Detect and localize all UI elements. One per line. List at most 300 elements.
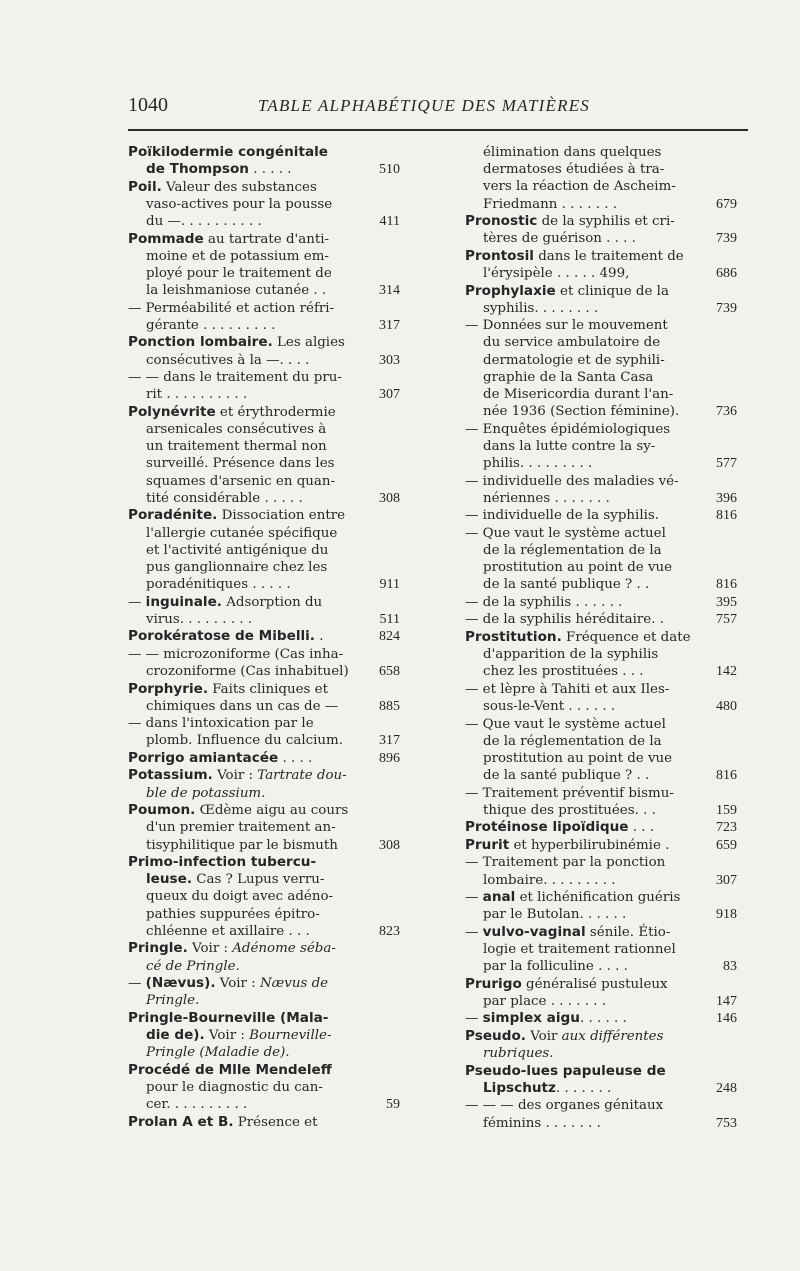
entry-line [465,785,701,802]
entry-text: — — dans le traitement du pru- [128,370,342,386]
entry-line [128,1096,364,1113]
entry-line [465,646,701,663]
entry-keyword: Procédé de Mlle Mendeleff [128,1061,332,1078]
entry-reference: rubriques. [483,1046,554,1062]
running-title: TABLE ALPHABÉTIQUE DES MATIÈRES [258,96,590,115]
page-reference: 918 [716,907,737,923]
entry-line [128,542,364,559]
entry-text: — individuelle de la syphilis. [465,508,660,524]
page-reference: 303 [379,352,400,368]
entry-text: — et lèpre à Tahiti et aux Iles- [465,681,670,697]
entry-keyword: Primo-infection tubercu- [128,854,317,871]
index-entry [128,144,400,178]
entry-text: d'un premier traitement an- [146,820,336,836]
page-reference: 686 [716,266,737,282]
entry-reference: Nævus de [259,976,329,992]
entry-line [128,819,364,836]
entry-text: — Perméabilité et action réfri- [128,300,335,316]
entry-keyword: Lipschutz [483,1079,556,1096]
index-entry [128,300,400,334]
page-reference: 823 [379,923,400,939]
entry-text: rit . . . . . . . . . . [146,387,248,403]
entry-line [128,282,364,299]
entry-text: Fréquence et date [561,629,691,645]
entry-text: Faits cliniques et [208,681,328,697]
entry-line [465,681,701,698]
entry-reference: cé de Pringle. [146,958,240,974]
entry-text: Valeur des substances [161,179,317,195]
entry-text: — dans l'intoxication par le [128,716,314,732]
page-reference: 248 [716,1080,737,1096]
index-entry [128,231,400,300]
entry-text: de la santé publique ? . . [483,577,650,593]
index-entry [465,525,737,594]
entry-text: sénile. Étio- [585,924,671,940]
entry-line [128,576,364,593]
entry-line [128,300,364,317]
entry-text: Voir : [212,768,258,784]
entry-line [465,716,701,733]
index-entry [465,889,737,923]
entry-keyword: Prurigo [465,975,522,992]
page-reference: 659 [716,837,737,853]
entry-text: cer. . . . . . . . . . [146,1097,248,1113]
entry-text: la leishmaniose cutanée . . [146,283,327,299]
entry-line [128,438,364,455]
entry-keyword: Pseudo-lues papuleuse de [465,1062,666,1079]
entry-text: dans la lutte contre la sy- [483,438,656,454]
index-entry [465,716,737,785]
index-entry [465,976,737,1010]
entry-line [465,403,701,420]
entry-line [465,976,701,993]
entry-line [128,179,364,196]
page-reference: 816 [716,577,737,593]
entry-keyword: Protéinose lipoïdique [465,819,629,836]
entry-text: Friedmann . . . . . . . [483,196,617,212]
entry-line [465,889,701,906]
entry-text: — [128,594,146,610]
page-reference: 308 [379,490,400,506]
index-entry [128,854,400,940]
page-reference: 317 [379,317,400,333]
entry-line [128,248,364,265]
entry-text: Voir [525,1028,562,1044]
entry-line [465,421,701,438]
page-reference: 757 [716,612,737,628]
entry-line [128,802,364,819]
index-entry [128,404,400,507]
page-reference: 411 [379,214,400,230]
entry-reference: Pringle (Maladie de). [146,1045,290,1061]
entry-text: . [314,629,324,645]
entry-text: et hyperbilirubinémie . [509,837,670,853]
index-entry [128,179,400,231]
page-reference: 395 [716,594,737,610]
index-entry [128,594,400,628]
entry-line [465,334,701,351]
entry-text: et érythrodermie [215,404,336,420]
entry-line [465,906,701,923]
page-reference: 511 [379,611,400,627]
entry-text: l'érysipèle . . . . . 499, [483,266,630,282]
entry-keyword: anal [482,889,516,906]
entry-text: — [465,1011,483,1027]
entry-line [128,940,364,957]
entry-text: tité considérable . . . . . [146,490,303,506]
entry-line [128,1027,364,1044]
entry-line [465,837,701,854]
index-entry [465,594,737,611]
entry-line [128,611,364,628]
entry-keyword: Pommade [128,230,204,247]
entry-text: poradénitiques . . . . . [146,577,291,593]
page-reference: 146 [716,1011,737,1027]
index-entry [465,144,737,213]
entry-text: de la réglementation de la [483,543,662,559]
entry-line [128,369,364,386]
entry-text: . . . . . . . [555,1080,612,1096]
entry-keyword: Porokératose de Mibelli. [128,628,315,645]
entry-text: chléenne et axillaire . . . [146,923,310,939]
index-column-right [465,144,737,1132]
page-header [128,94,748,118]
entry-line [465,300,701,317]
entry-line [465,438,701,455]
entry-text: pour le diagnostic du can- [146,1079,323,1095]
entry-text: d'apparition de la syphilis [483,647,659,663]
entry-text: de la santé publique ? . . [483,768,650,784]
entry-line [128,958,364,975]
index-entry [128,646,400,680]
entry-text: vaso-actives pour la pousse [146,196,333,212]
page-reference: 142 [716,664,737,680]
entry-line [465,611,701,628]
entry-text: dermatologie et de syphili- [483,352,665,368]
page-reference: 739 [716,231,737,247]
entry-line [128,698,364,715]
index-entry [128,1010,400,1062]
index-entry [128,681,400,715]
entry-line [465,283,701,300]
page-reference: 739 [716,300,737,316]
entry-text: — Que vaut le système actuel [465,525,666,541]
entry-line [128,352,364,369]
entry-line [465,767,701,784]
entry-text: Dissociation entre [217,508,346,524]
entry-keyword: Poil. [128,178,162,195]
entry-line [465,455,701,472]
entry-keyword: Ponction lombaire. [128,334,273,351]
entry-text: . . . [628,820,655,836]
entry-text: virus. . . . . . . . . [146,611,253,627]
entry-keyword: Prurit [465,836,510,853]
page-reference: 314 [379,283,400,299]
page-reference: 307 [716,872,737,888]
index-entry [465,785,737,819]
entry-text: du —. . . . . . . . . . [146,214,262,230]
entry-line [128,1010,364,1027]
page-reference: 577 [716,456,737,472]
entry-line [465,819,701,836]
entry-line [465,490,701,507]
entry-line [465,1010,701,1027]
entry-keyword: (Nævus). [145,975,216,992]
entry-line [465,1063,701,1080]
entry-text: au tartrate d'anti- [203,231,330,247]
entry-text: consécutives à la —. . . . [146,352,310,368]
entry-text: tisyphilitique par le bismuth [146,837,338,853]
entry-keyword: Porphyrie. [128,680,209,697]
index-entry [465,507,737,524]
index-entry [465,213,737,247]
entry-line [465,265,701,282]
entry-line [465,386,701,403]
entry-keyword: de Thompson [146,161,249,178]
entry-line [465,178,701,195]
entry-line [128,715,364,732]
entry-line [128,490,364,507]
entry-line [465,594,701,611]
entry-reference: Adénome séba- [232,941,336,957]
entry-text: Les algies [272,335,345,351]
index-entry [128,334,400,368]
entry-text: — Données sur le mouvement [465,318,668,334]
entry-line [465,230,701,247]
page-reference: 816 [716,768,737,784]
entry-line [128,663,364,680]
entry-line [128,767,364,784]
entry-text: — individuelle des maladies vé- [465,473,679,489]
entry-line [128,975,364,992]
entry-line [128,231,364,248]
entry-text: pus ganglionnaire chez les [146,559,328,575]
entry-line [465,924,701,941]
page-reference: 159 [716,802,737,818]
entry-reference: Tartrate dou- [257,768,347,784]
entry-text: — Enquêtes épidémiologiques [465,421,671,437]
page-reference: 658 [379,664,400,680]
index-entry [465,421,737,473]
page-reference: 723 [716,820,737,836]
entry-line [128,334,364,351]
entry-text: gérante . . . . . . . . . [146,317,276,333]
entry-text: chimiques dans un cas de — [146,698,339,714]
entry-keyword: Porrigo amiantacée [128,749,279,766]
entry-line [128,750,364,767]
page-number: 1040 [128,94,168,116]
entry-line [465,1080,701,1097]
index-entry [128,975,400,1009]
entry-keyword: vulvo-vaginal [482,923,586,940]
entry-line [128,421,364,438]
entry-text: née 1936 (Section féminine). [483,404,680,420]
entry-keyword: inguinale. [145,593,222,610]
entry-keyword: Prostitution. [465,628,562,645]
entry-line [465,144,701,161]
page-reference: 83 [723,959,737,975]
entry-line [465,1097,701,1114]
entry-text: du service ambulatoire de [483,335,661,351]
entry-line [465,629,701,646]
entry-text: squames d'arsenic en quan- [146,473,336,489]
entry-text: — Traitement préventif bismu- [465,785,674,801]
entry-text: et lichénification guéris [515,890,681,906]
index-entry [465,317,737,420]
entry-text: de Misericordia durant l'an- [483,387,674,403]
entry-text: lombaire. . . . . . . . . [483,872,616,888]
entry-reference: aux différentes [561,1028,664,1044]
entry-text: Œdème aigu au cours [195,803,349,819]
index-entry [465,1097,737,1131]
entry-text: queux du doigt avec adéno- [146,889,334,905]
header-rule [128,129,748,131]
entry-line [128,507,364,524]
entry-text: Voir : [187,941,233,957]
index-entry [465,924,737,976]
entry-text: syphilis. . . . . . . . [483,300,599,316]
index-entry [465,1028,737,1062]
entry-line [128,559,364,576]
index-entry [128,767,400,801]
entry-text: — — — des organes génitaux [465,1098,664,1114]
entry-text: de la syphilis et cri- [537,214,675,230]
index-entry [465,819,737,836]
entry-text: . . . . . [248,162,292,178]
entry-text: élimination dans quelques [483,145,662,160]
entry-line [128,1114,364,1131]
page-reference: 896 [379,750,400,766]
entry-text: . . . . [278,750,313,766]
entry-line [465,1115,701,1132]
entry-line [465,525,701,542]
entry-keyword: Poradénite. [128,507,218,524]
entry-text: — Que vaut le système actuel [465,716,666,732]
entry-text: par place . . . . . . . [483,993,607,1009]
entry-reference: Bourneville- [249,1028,332,1043]
entry-text: dermatoses étudiées à tra- [483,162,665,178]
index-entry [465,854,737,888]
entry-line [465,1028,701,1045]
page-reference: 885 [379,698,400,714]
entry-text: logie et traitement rationnel [483,941,676,957]
entry-keyword: die de). [146,1027,205,1043]
entry-text: féminins . . . . . . . [483,1115,601,1131]
index-entry [465,473,737,507]
page-reference: 679 [716,196,737,212]
entry-text: chez les prostituées . . . [483,664,644,680]
entry-line [128,1044,364,1061]
entry-line [128,594,364,611]
entry-line [465,576,701,593]
entry-line [465,542,701,559]
entry-line [128,646,364,663]
entry-text: Voir : [215,976,260,992]
entry-text: . . . . . . [579,1011,627,1027]
entry-text: graphie de la Santa Casa [483,369,654,385]
entry-text: dans le traitement de [533,248,684,264]
entry-line [465,248,701,265]
entry-text: Voir : [204,1028,250,1043]
entry-line [128,317,364,334]
index-entry [465,611,737,628]
entry-line [128,473,364,490]
entry-line [128,854,364,871]
entry-text: généralisé pustuleux [521,976,668,992]
entry-text: par le Butolan. . . . . . [483,907,627,923]
entry-line [128,265,364,282]
entry-line [128,144,364,161]
entry-line [128,732,364,749]
entry-line [128,1062,364,1079]
entry-line [128,455,364,472]
entry-line [465,750,701,767]
entry-keyword: Pronostic [465,213,538,230]
index-entry [128,507,400,593]
entry-text: — — microzoniforme (Cas inha- [128,646,344,662]
index-entry [128,1114,400,1131]
entry-line [128,906,364,923]
entry-keyword: Prontosil [465,247,534,264]
entry-line [465,369,701,386]
index-entry [465,283,737,317]
index-column-left [128,144,400,1131]
page-reference: 59 [386,1097,400,1113]
entry-line [128,386,364,403]
entry-text: ployé pour le traitement de [146,266,332,282]
entry-line [465,213,701,230]
entry-line [128,888,364,905]
entry-text: tères de guérison . . . . [483,231,636,247]
page-reference: 396 [716,490,737,506]
page-reference: 510 [379,162,400,178]
entry-keyword: simplex aigu [482,1010,580,1027]
entry-text: par la folliculine . . . . [483,959,628,975]
entry-line [465,196,701,213]
entry-text: crozoniforme (Cas inhabituel) [146,664,349,680]
entry-line [128,992,364,1009]
index-entry [465,248,737,282]
index-entry [128,369,400,403]
entry-line [128,161,364,178]
entry-line [465,993,701,1010]
page-reference: 736 [716,404,737,420]
entry-line [128,785,364,802]
entry-line [128,196,364,213]
entry-keyword: Prolan A et B. [128,1113,234,1130]
page-reference: 824 [379,629,400,645]
entry-keyword: Pseudo. [465,1027,526,1044]
entry-keyword: Pringle. [128,940,188,957]
entry-text: surveillé. Présence dans les [146,456,335,472]
page-reference: 911 [379,577,400,593]
index-entry [465,1010,737,1027]
page-reference: 317 [379,733,400,749]
entry-text: — Traitement par la ponction [465,855,666,871]
entry-line [128,525,364,542]
index-entry [128,750,400,767]
entry-keyword: Polynévrite [128,403,216,420]
entry-line [128,404,364,421]
entry-line [128,871,364,888]
entry-text: prostitution au point de vue [483,560,673,576]
entry-line [128,837,364,854]
entry-text: arsenicales consécutives à [146,422,327,438]
entry-line [465,698,701,715]
entry-line [465,941,701,958]
entry-text: un traitement thermal non [146,439,327,455]
entry-reference: Pringle. [146,993,200,1009]
